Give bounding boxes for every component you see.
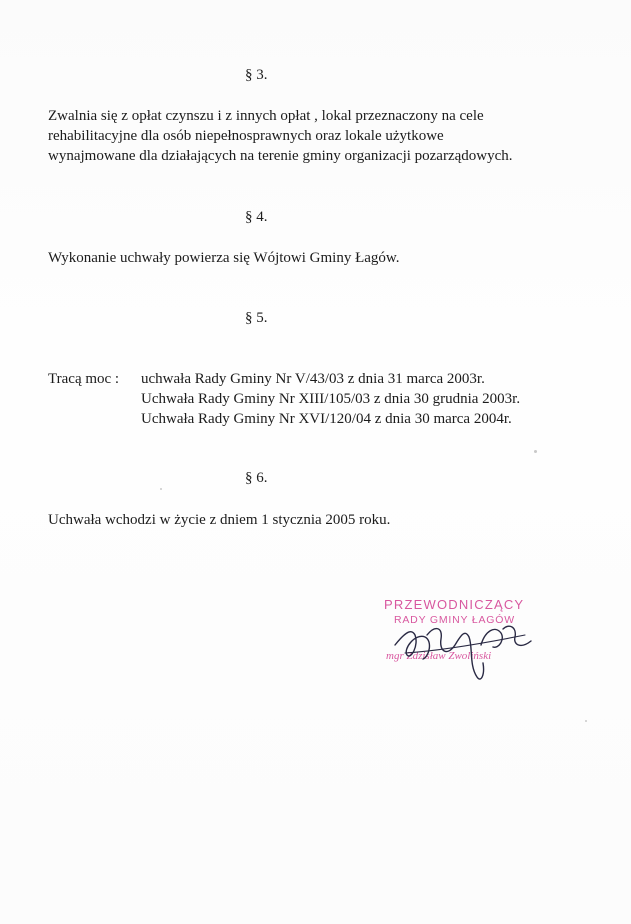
section-6-heading: § 6. <box>245 470 268 486</box>
stamp-subtitle: RADY GMINY ŁAGÓW <box>394 614 515 626</box>
scan-speck <box>585 720 587 722</box>
section-6-body <box>48 510 390 530</box>
scan-speck <box>160 488 162 490</box>
repeal-item-3: Uchwała Rady Gminy Nr XVI/120/04 z dnia 30 marca 2004r. <box>141 411 512 427</box>
repeal-item-1: uchwała Rady Gminy Nr V/43/03 z dnia 31 marca 2003r. <box>141 371 485 387</box>
section-3-heading: § 3. <box>245 67 268 83</box>
section-6-line-1: Uchwała wchodzi w życie z dniem 1 stycznia 2005 roku. <box>48 512 391 528</box>
section-4-body <box>48 248 400 268</box>
section-3-line-2: rehabilitacyjne dla osób niepełnosprawnych oraz lokale użytkowe <box>48 128 444 144</box>
repeal-list <box>141 369 520 429</box>
repeal-item-2: Uchwała Rady Gminy Nr XIII/105/03 z dnia 30 grudnia 2003r. <box>141 391 521 407</box>
scan-speck <box>534 450 537 453</box>
section-5-heading: § 5. <box>245 310 268 326</box>
repeal-label: Tracą moc : <box>48 371 120 387</box>
section-3-body <box>48 106 513 166</box>
section-3-line-1: Zwalnia się z opłat czynszu i z innych opłat , lokal przeznaczony na cele <box>48 108 484 124</box>
section-4-line-1: Wykonanie uchwały powierza się Wójtowi Gminy Łagów. <box>48 250 400 266</box>
handwritten-signature <box>385 605 555 690</box>
section-3-line-3: wynajmowane dla działających na terenie gminy organizacji pozarządowych. <box>48 148 513 164</box>
section-4-heading: § 4. <box>245 209 268 225</box>
stamp-title: PRZEWODNICZĄCY <box>384 597 525 612</box>
stamp-name: mgr Zdzisław Zwoliński <box>386 650 492 662</box>
